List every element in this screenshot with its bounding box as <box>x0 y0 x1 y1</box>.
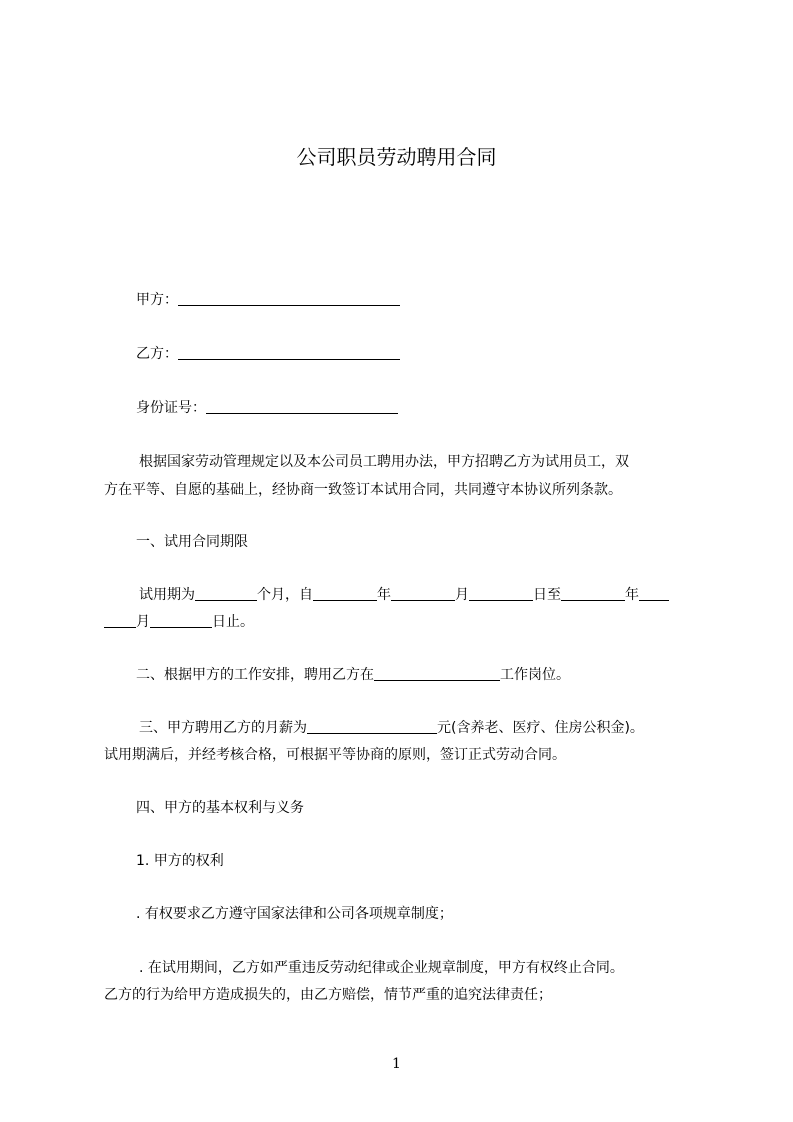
party-a-label: 甲方： <box>136 292 178 308</box>
party-b-blank[interactable] <box>178 345 400 360</box>
monthly-salary-blank[interactable] <box>307 719 437 734</box>
right-item-2-line-1: . 在试用期间，乙方如严重违反劳动纪律或企业规章制度，甲方有权终止合同。 <box>139 960 624 976</box>
term-text-3: 年 <box>377 587 391 603</box>
section-2-line <box>104 665 736 685</box>
end-day-blank[interactable] <box>150 613 212 628</box>
section-2-text-1: 二、根据甲方的工作安排，聘用乙方在 <box>136 667 374 683</box>
term-months-blank[interactable] <box>195 586 257 601</box>
start-day-blank[interactable] <box>469 586 533 601</box>
id-number-blank[interactable] <box>206 399 398 414</box>
end-year-blank[interactable] <box>561 586 625 601</box>
id-number-label: 身份证号： <box>136 400 206 416</box>
end-month-blank-a[interactable] <box>639 586 669 601</box>
intro-line-1: 根据国家劳动管理规定以及本公司员工聘用办法，甲方招聘乙方为试用员工，双 <box>139 454 629 470</box>
section-3-text-1: 三、甲方聘用乙方的月薪为 <box>139 720 307 736</box>
party-b-label: 乙方： <box>136 346 178 362</box>
start-year-blank[interactable] <box>313 586 377 601</box>
section-3-text-2: 元(含养老、医疗、住房公积金)。 <box>437 720 644 736</box>
section-4-heading: 四、甲方的基本权利与义务 <box>136 800 304 816</box>
party-a-blank[interactable] <box>178 291 400 306</box>
section-2-text-2: 工作岗位。 <box>500 667 570 683</box>
subsection-1-heading: 1. 甲方的权利 <box>136 853 224 869</box>
term-text-6: 年 <box>625 587 639 603</box>
term-line-1 <box>104 585 739 605</box>
term-text-8: 日止。 <box>212 614 254 630</box>
section-1-heading: 一、试用合同期限 <box>136 534 248 550</box>
term-text-5: 日至 <box>533 587 561 603</box>
intro-line-2: 方在平等、自愿的基础上，经协商一致签订本试用合同，共同遵守本协议所列条款。 <box>104 482 622 498</box>
section-3-line-2: 试用期满后，并经考核合格，可根据平等协商的原则，签订正式劳动合同。 <box>104 747 566 763</box>
term-text-4: 月 <box>455 587 469 603</box>
party-a-line <box>104 290 736 310</box>
start-month-blank[interactable] <box>391 586 455 601</box>
page-number: 1 <box>392 1056 401 1072</box>
job-position-blank[interactable] <box>374 666 500 681</box>
term-text-2: 个月，自 <box>257 587 313 603</box>
right-item-2-line-2: 乙方的行为给甲方造成损失的，由乙方赔偿，情节严重的追究法律责任； <box>104 987 552 1003</box>
right-item-1: . 有权要求乙方遵守国家法律和公司各项规章制度； <box>136 906 453 922</box>
term-text-1: 试用期为 <box>139 587 195 603</box>
section-3-line-1 <box>104 718 739 738</box>
term-text-7: 月 <box>136 614 150 630</box>
end-month-blank-b[interactable] <box>104 613 136 628</box>
term-line-2 <box>104 612 704 632</box>
document-title: 公司职员劳动聘用合同 <box>296 145 497 169</box>
id-number-line <box>104 398 736 418</box>
party-b-line <box>104 344 736 364</box>
